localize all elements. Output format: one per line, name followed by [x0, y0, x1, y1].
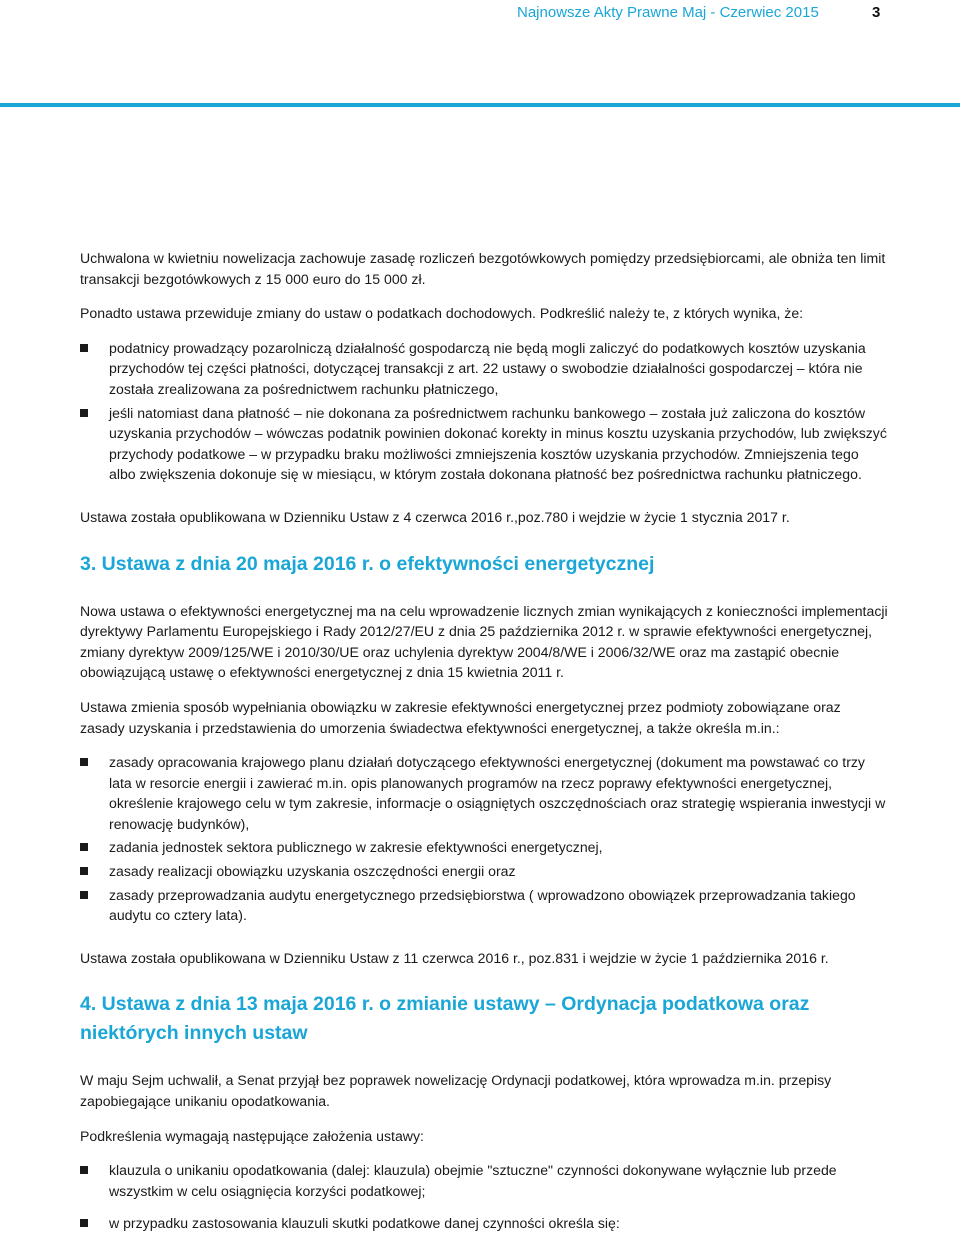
square-bullet-icon	[80, 1219, 88, 1227]
list-item-text: w przypadku zastosowania klauzuli skutki podatkowe danej czynności określa się:	[109, 1215, 620, 1232]
list-item	[80, 1213, 888, 1234]
document-body	[80, 248, 888, 1234]
list-item	[80, 837, 888, 858]
section-4-paragraph-2: Podkreślenia wymagają następujące założenia ustawy:	[80, 1127, 424, 1144]
square-bullet-icon	[80, 867, 88, 875]
intro-paragraph-1: Uchwalona w kwietniu nowelizacja zachowuje zasadę rozliczeń bezgotówkowych pomiędzy przedsiębiorcami, ale obniża ten limit transakcji bezgotówkowych z 15 000 euro do 15 000 zł.	[80, 250, 886, 287]
list-item	[80, 1160, 888, 1201]
section-4-bullet-list	[80, 1160, 888, 1234]
intro-bullet-list	[80, 338, 888, 485]
square-bullet-icon	[80, 891, 88, 899]
list-item	[80, 403, 888, 485]
list-item-text: jeśli natomiast dana płatność – nie dokonana za pośrednictwem rachunku bankowego – została już zaliczona do kosztów uzyskania przychodów – wówczas podatnik powinien dokonać korekty in minus kosztu uzyskania przychodów, lub zwiększyć przychody podatkowe – w przypadku braku możliwości zmniejszenia kosztów uzyskania przychodów. Zmniejszenia tego albo zwiększenia dokonuje się w miesiącu, w którym została dokonana płatność bez pośrednictwa rachunku płatniczego.	[109, 404, 887, 483]
list-item-text: zasady realizacji obowiązku uzyskania oszczędności energii oraz	[109, 863, 516, 880]
publication-title: Najnowsze Akty Prawne Maj - Czerwiec 2015	[517, 4, 819, 21]
page-number: 3	[872, 4, 881, 21]
list-item-text: klauzula o unikaniu opodatkowania (dalej: klauzula) obejmie "sztuczne" czynności dokonywane wyłącznie lub przede wszystkim w celu osiągnięcia korzyści podatkowej;	[109, 1162, 837, 1199]
header-divider	[0, 103, 960, 107]
square-bullet-icon	[80, 409, 88, 417]
square-bullet-icon	[80, 843, 88, 851]
section-4-paragraph-1: W maju Sejm uchwalił, a Senat przyjął bez poprawek nowelizację Ordynacji podatkowej, która wprowadza m.in. przepisy zapobiegające unikaniu opodatkowania.	[80, 1072, 832, 1110]
list-item-text: podatnicy prowadzący pozarolniczą działalność gospodarczą nie będą mogli zaliczyć do podatkowych kosztów uzyskania przychodów tej części płatności, dotyczącej transakcji z art. 22 ustawy o swobodzie działalności gospodarczej – która nie została zrealizowana za pośrednictwem rachunku płatniczego,	[109, 339, 866, 397]
section-3-bullet-list	[80, 752, 888, 926]
square-bullet-icon	[80, 344, 88, 352]
list-item	[80, 338, 888, 400]
list-item-text: zadania jednostek sektora publicznego w zakresie efektywności energetycznej,	[109, 839, 603, 856]
list-item-text: zasady opracowania krajowego planu działań dotyczącego efektywności energetycznej (dokument ma powstawać co trzy lata w resorcie energii i zawierać m.in. opis planowanych programów na rzecz poprawy efektywności energetycznej, określenie krajowego celu w tym zakresie, informacje o osiągniętych oszczędnościach oraz strategię wspierania inwestycji w renowację budynków),	[109, 754, 886, 832]
section-4-heading: 4. Ustawa z dnia 13 maja 2016 r. o zmianie ustawy – Ordynacja podatkowa oraz niektórych innych ustaw	[80, 993, 810, 1045]
section-3-heading: 3. Ustawa z dnia 20 maja 2016 r. o efektywności energetycznej	[80, 552, 655, 575]
intro-paragraph-2: Ponadto ustawa przewiduje zmiany do ustaw o podatkach dochodowych. Podkreślić należy te, z których wynika, że:	[80, 305, 804, 322]
list-item-text: zasady przeprowadzania audytu energetycznego przedsiębiorstwa ( wprowadzono obowiązek przeprowadzania takiego audytu co cztery lata).	[109, 886, 856, 924]
square-bullet-icon	[80, 1166, 88, 1174]
page-header	[0, 0, 960, 60]
publication-note: Ustawa została opublikowana w Dzienniku Ustaw z 4 czerwca 2016 r.,poz.780 i wejdzie w życie 1 stycznia 2017 r.	[80, 508, 790, 525]
section-3-paragraph-1: Nowa ustawa o efektywności energetycznej ma na celu wprowadzenie licznych zmian wynikających z konieczności implementacji dyrektywy Parlamentu Europejskiego i Rady 2012/27/EU z dnia 25 października 2012 r. w sprawie efektywności energetycznej, zmiany dyrektyw 2009/125/WE i 2010/30/UE oraz uchylenia dyrektyw 2004/8/WE i 2006/32/WE oraz ma zastąpić obecnie obowiązującą ustawę o efektywności energetycznej z dnia 15 kwietnia 2011 r.	[80, 602, 888, 681]
list-item	[80, 861, 888, 882]
list-item	[80, 885, 888, 926]
square-bullet-icon	[80, 758, 88, 766]
list-item	[80, 752, 888, 834]
section-3-paragraph-2: Ustawa zmienia sposób wypełniania obowiązku w zakresie efektywności energetycznej przez podmioty zobowiązane oraz zasady uzyskania i przedstawienia do umorzenia świadectwa efektywności energetycznej, a także określa m.in.:	[80, 698, 841, 736]
publication-note: Ustawa została opublikowana w Dzienniku Ustaw z 11 czerwca 2016 r., poz.831 i wejdzie w życie 1 października 2016 r.	[80, 949, 829, 966]
